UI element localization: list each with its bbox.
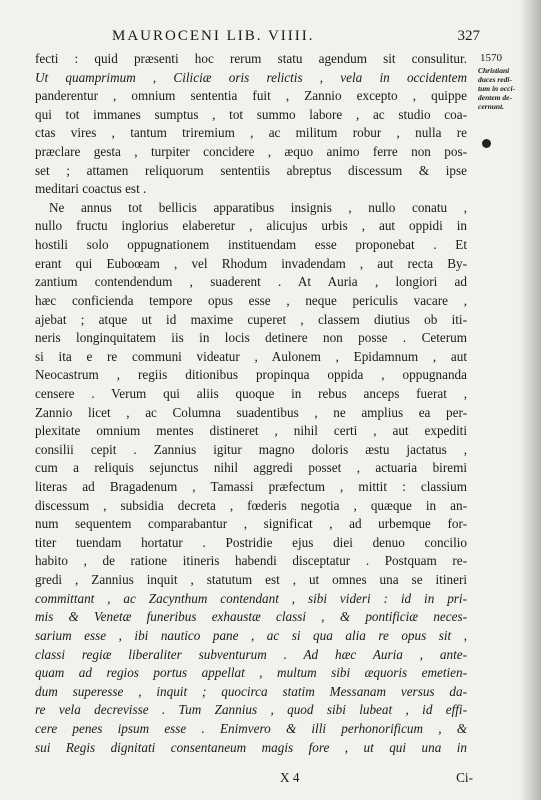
text-line: cere penes ipsum esse . Enimvero & illi perhonorificum , & <box>35 720 467 736</box>
text-line: consilii cepit . Zannius igitur magno doloris æstu jactatus , <box>35 441 467 457</box>
margin-note-line: duces redi- <box>478 75 512 84</box>
text-line: erant qui Euboœam , vel Rhodum invadendam , aut recta By- <box>35 255 467 271</box>
margin-note-line: cernunt. <box>478 102 505 111</box>
body-text <box>35 50 467 757</box>
text-line: re vela decrevisse . Tum Zannius , quod sibi lubeat , id effi- <box>35 702 467 718</box>
margin-year: 1570 <box>480 52 502 64</box>
marginal-note <box>474 52 522 111</box>
text-line: ctas vires , tantum triremium , ac militum robur , nulla re <box>35 125 467 141</box>
catchword: Ci- <box>456 770 473 785</box>
text-line: Neocastrum , regiis ditionibus propinqua oppida , oppugnanda <box>35 367 467 383</box>
text-line: si ita e re communi videatur , Aulonem , Epidamnum , aut <box>35 348 467 364</box>
text-line: classi regiæ liberaliter subventurum . Ad hæc Auria , ante- <box>35 646 467 662</box>
text-line: committant , ac Zacynthum contendant , sibi videri : id in pri- <box>35 590 467 606</box>
text-line: cum a reliquis sejunctus nihil aggredi posset , actuaria biremi <box>35 460 467 476</box>
margin-note-text <box>478 66 522 111</box>
page-footer <box>35 770 473 788</box>
text-line: Zannio licet , ac Columna suadentibus , ne amplius ea per- <box>35 404 467 420</box>
page-header <box>60 28 480 48</box>
ink-blot <box>482 139 491 148</box>
text-line: hostili solo oppugnationem instituendam esse proponebat . Et <box>35 237 467 253</box>
text-line: meditari coactus est . <box>35 181 147 197</box>
text-line: titer tuendam hortatur . Postridie ejus diei denuo concilio <box>35 534 467 550</box>
text-line: zantium contendendum , suaderent . At Auria , longiori ad <box>35 274 467 290</box>
text-line: quam ad regios portus appellat , multum sibi æquoris emetien- <box>35 665 467 681</box>
text-line: gredi , Zannius inquit , statutum est , ut omnes una se itineri <box>35 572 467 588</box>
text-line: habito , de ratione itineris habendi disceptatur . Postquam re- <box>35 553 467 569</box>
text-line: literas ad Bragadenum , Tamassi præfectum , mittit : classium <box>35 479 467 495</box>
text-line: fecti : quid præsenti hoc rerum statu agendum sit consulitur. <box>35 51 467 66</box>
text-line: censere . Verum qui aliis quoque in rebus anceps fuerat , <box>35 385 467 401</box>
text-line: ajebat ; atque ut id maxime cuperet , classem diutius ob iti- <box>35 311 467 327</box>
text-line: num sequentem comparabantur , significat , ad urbemque for- <box>35 516 467 532</box>
margin-note-line: dentem de- <box>478 93 512 102</box>
text-line: set ; attamen reliquorum sententiis abreptus discessum & ipse <box>35 162 467 178</box>
page-number: 327 <box>457 28 480 44</box>
text-line: discessum , subsidia decreta , fœderis negotia , quæque in an- <box>35 497 467 513</box>
text-line: mis & Venetæ funeribus exhaustæ classi , & pontificiæ neces- <box>35 609 467 625</box>
text-line: neris longinquitatem iis in locis detinere non posse . Ceterum <box>35 330 467 346</box>
margin-note-line: tum in occi- <box>478 84 516 93</box>
text-line: sarium esse , ibi nautico pane , ac si qua alia re opus sit , <box>35 627 467 643</box>
signature-mark: X 4 <box>280 770 300 785</box>
text-line: Ut quamprimum , Ciliciæ oris relictis , vela in occidentem <box>35 69 467 85</box>
text-line: præclare gesta , turpiter concidere , æquo animo ferre non pos- <box>35 144 467 160</box>
text-line: panderentur , omnium sententia fuit , Zannio excepto , quippe <box>35 88 467 104</box>
text-line: dum superesse , inquit ; quocirca statim Messanam versus da- <box>35 683 467 699</box>
text-line: plexitate omnium mentes distineret , nihil certi , aut expediti <box>35 423 467 439</box>
margin-note-line: Christiani <box>478 66 510 75</box>
text-line: hæc conficienda tempore opus esse , neque periculis vacare , <box>35 292 467 308</box>
text-line: qui tot immanes sumptus , tot summo labore , ac studio coa- <box>35 106 467 122</box>
text-line: sui Regis dignitati consentaneum magis fore , ut qui una in <box>35 739 467 755</box>
running-head: MAUROCENI LIB. VIIII. <box>112 28 315 44</box>
text-line: nullo fructu inglorius elaberetur , alicujus urbis , aut oppidi in <box>35 218 467 234</box>
text-line: Ne annus tot bellicis apparatibus insignis , nullo conatu , <box>49 199 467 215</box>
